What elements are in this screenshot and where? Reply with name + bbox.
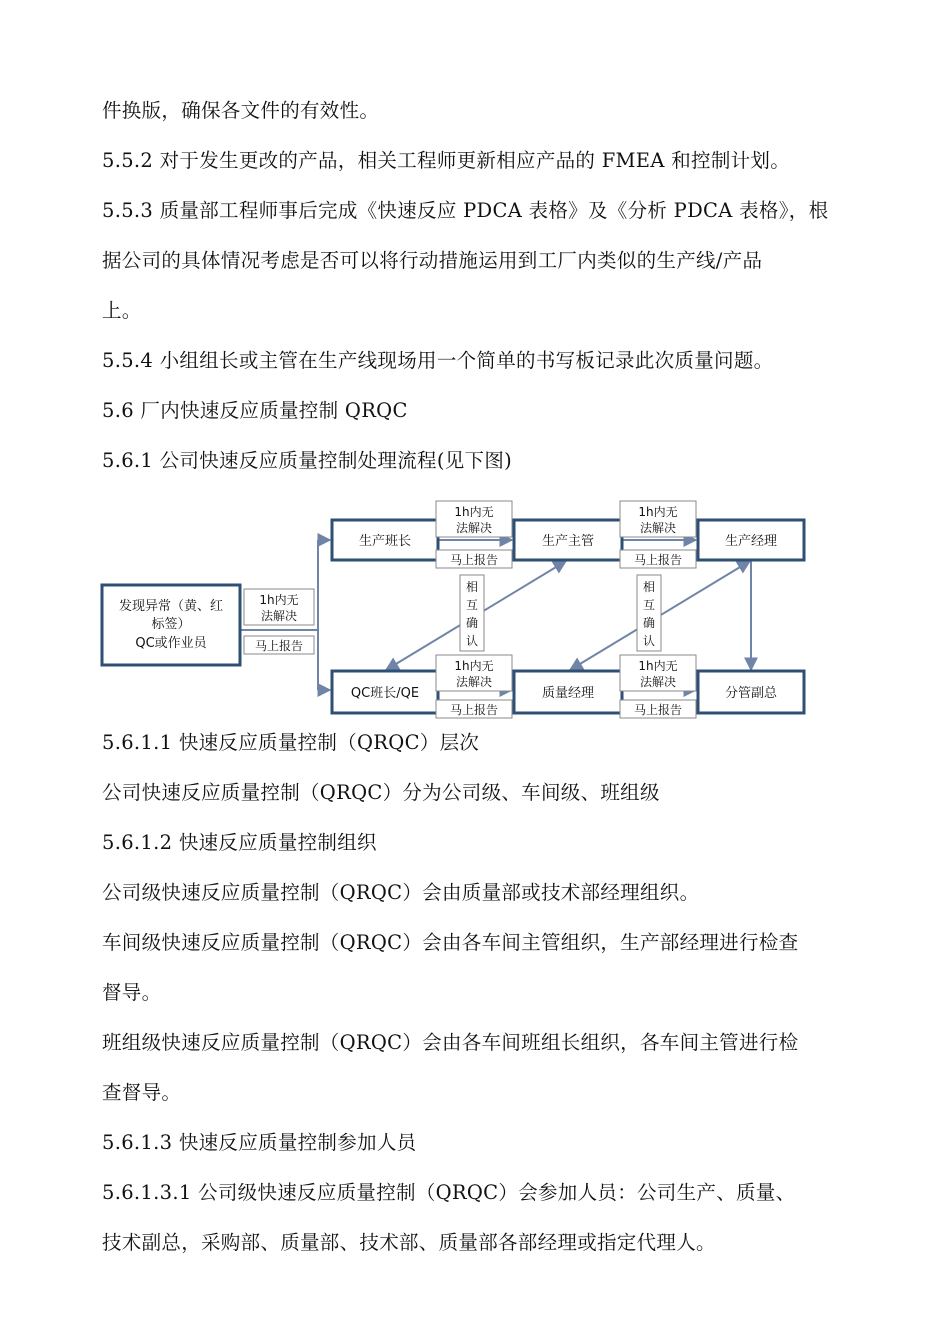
section-heading: 5.6.1.2 快速反应质量控制组织 [102, 831, 377, 854]
svg-text:互: 互 [465, 598, 479, 612]
svg-text:马上报告: 马上报告 [449, 553, 499, 567]
svg-text:确: 确 [642, 616, 656, 630]
timeout-label [436, 655, 512, 691]
svg-text:相: 相 [465, 580, 479, 594]
svg-text:法解决: 法解决 [639, 521, 677, 535]
svg-text:马上报告: 马上报告 [449, 703, 499, 717]
paragraph-line: 公司快速反应质量控制（QRQC）分为公司级、车间级、班组级 [102, 781, 660, 804]
svg-text:生产经理: 生产经理 [724, 534, 778, 549]
paragraph-line: 技术副总，采购部、质量部、技术部、质量部各部经理或指定代理人。 [102, 1231, 716, 1254]
mutual-confirm-label [637, 575, 661, 651]
svg-text:分管副总: 分管副总 [724, 686, 778, 701]
svg-text:马上报告: 马上报告 [633, 553, 683, 567]
svg-text:确: 确 [465, 616, 479, 630]
section-heading: 5.6.1.3 快速反应质量控制参加人员 [102, 1131, 417, 1154]
report-label [620, 550, 696, 568]
svg-text:马上报告: 马上报告 [254, 639, 304, 653]
paragraph-line: 据公司的具体情况考虑是否可以将行动措施运用到工厂内类似的生产线/产品 [102, 249, 763, 272]
svg-text:马上报告: 马上报告 [633, 703, 683, 717]
svg-text:1h内无: 1h内无 [454, 659, 494, 673]
paragraph-line: 班组级快速反应质量控制（QRQC）会由各车间班组长组织，各车间主管进行检 [102, 1031, 799, 1054]
svg-text:认: 认 [642, 634, 656, 648]
svg-text:认: 认 [465, 634, 479, 648]
report-label [436, 550, 512, 568]
svg-text:法解决: 法解决 [455, 675, 493, 689]
section-heading: 5.6.1.1 快速反应质量控制（QRQC）层次 [102, 731, 480, 754]
paragraph-line: 5.5.3 质量部工程师事后完成《快速反应 PDCA 表格》及《分析 PDCA 表格》，根 [102, 199, 829, 222]
qc-leader-box [332, 671, 438, 713]
timeout-label [436, 501, 512, 537]
mutual-confirm-label [460, 575, 484, 651]
report-label [244, 636, 314, 654]
svg-text:生产主管: 生产主管 [541, 534, 595, 549]
svg-text:1h内无: 1h内无 [638, 505, 678, 519]
svg-text:标签）: 标签） [151, 617, 191, 632]
timeout-label [620, 655, 696, 691]
svg-text:生产班长: 生产班长 [358, 534, 412, 549]
prod-supervisor-box [514, 520, 622, 560]
vp-box [698, 671, 804, 713]
svg-text:质量经理: 质量经理 [541, 686, 595, 701]
svg-text:法解决: 法解决 [455, 521, 493, 535]
paragraph-line: 上。 [102, 299, 142, 322]
svg-text:法解决: 法解决 [260, 609, 298, 623]
section-heading: 5.6 厂内快速反应质量控制 QRQC [102, 399, 408, 422]
svg-text:发现异常（黄、红: 发现异常（黄、红 [118, 599, 224, 614]
paragraph-line: 件换版，确保各文件的有效性。 [102, 99, 380, 122]
paragraph-line: 5.5.2 对于发生更改的产品，相关工程师更新相应产品的 FMEA 和控制计划。 [102, 149, 791, 172]
svg-text:法解决: 法解决 [639, 675, 677, 689]
team-leader-box [332, 520, 438, 560]
paragraph-line: 车间级快速反应质量控制（QRQC）会由各车间主管组织，生产部经理进行检查 [102, 931, 799, 954]
paragraph-line: 5.5.4 小组组长或主管在生产线现场用一个简单的书写板记录此次质量问题。 [102, 349, 774, 372]
section-heading: 5.6.1 公司快速反应质量控制处理流程(见下图) [102, 449, 513, 472]
timeout-label [244, 589, 314, 625]
qrqc-flowchart [100, 495, 812, 720]
prod-manager-box [698, 520, 804, 560]
svg-text:QC或作业员: QC或作业员 [135, 636, 207, 651]
svg-text:1h内无: 1h内无 [638, 659, 678, 673]
paragraph-line: 公司级快速反应质量控制（QRQC）会由质量部或技术部经理组织。 [102, 881, 700, 904]
paragraph-line: 查督导。 [102, 1081, 182, 1104]
origin-box [102, 585, 240, 665]
svg-text:互: 互 [642, 598, 656, 612]
paragraph-line: 5.6.1.3.1 公司级快速反应质量控制（QRQC）会参加人员：公司生产、质量、 [102, 1181, 796, 1204]
report-label [436, 700, 512, 718]
svg-text:1h内无: 1h内无 [259, 593, 299, 607]
timeout-label [620, 501, 696, 537]
svg-text:相: 相 [642, 580, 656, 594]
report-label [620, 700, 696, 718]
svg-text:QC班长/QE: QC班长/QE [350, 686, 420, 701]
svg-text:1h内无: 1h内无 [454, 505, 494, 519]
quality-manager-box [514, 671, 622, 713]
paragraph-line: 督导。 [102, 981, 162, 1004]
